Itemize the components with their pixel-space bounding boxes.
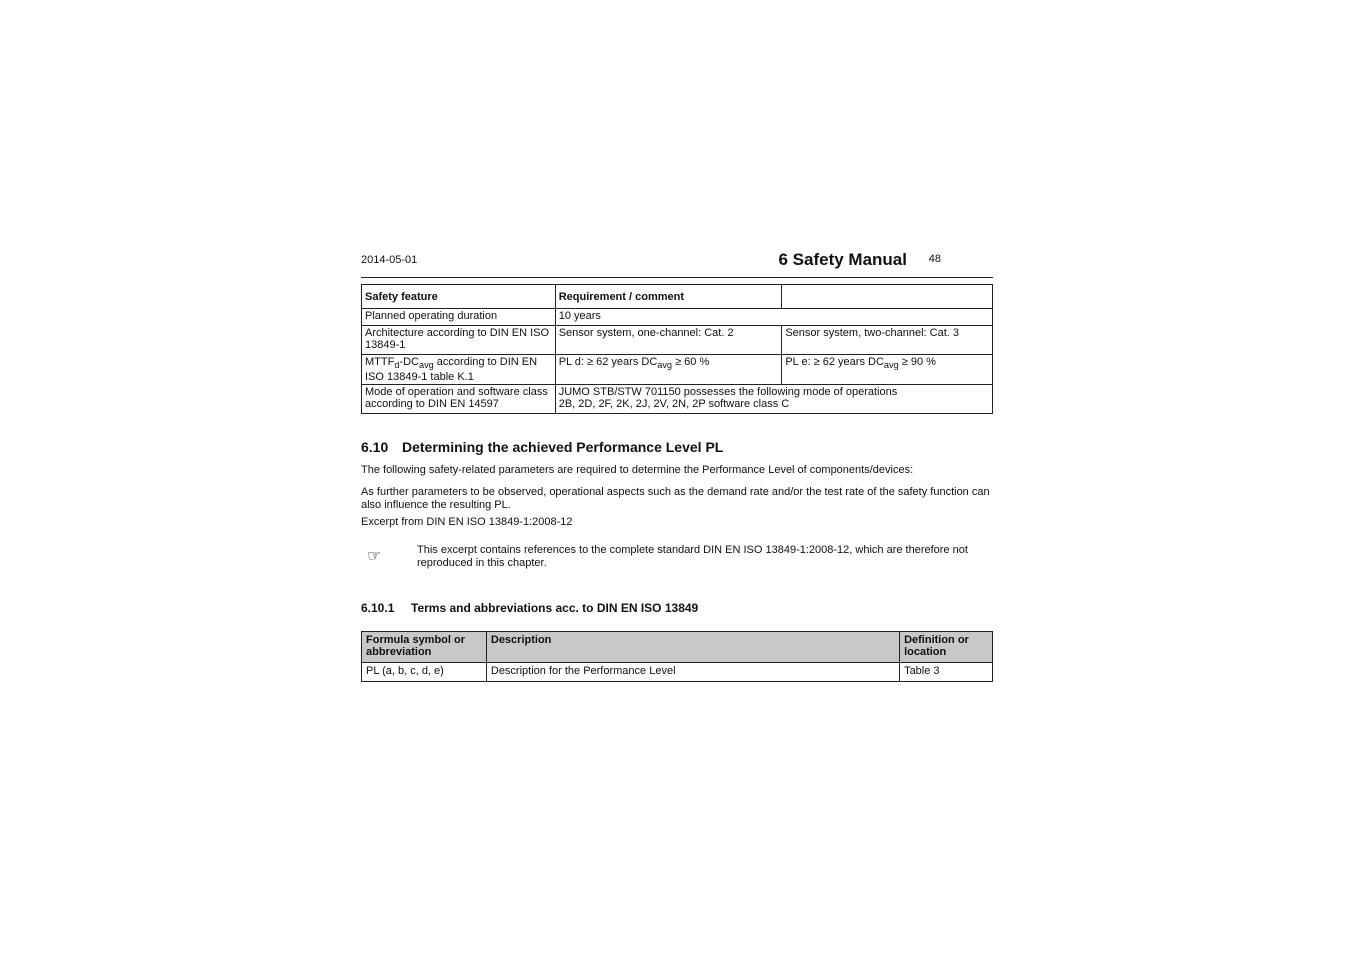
- table-cell: Planned operating duration: [362, 309, 556, 326]
- subsection-title: Terms and abbreviations acc. to DIN EN ISO 13849: [411, 601, 699, 615]
- column-header: Requirement / comment: [555, 285, 782, 309]
- table-cell: PL (a, b, c, d, e): [362, 663, 487, 682]
- table-cell: [782, 355, 993, 385]
- page-header: [361, 250, 993, 278]
- page-number: 48: [928, 253, 941, 265]
- paragraph: The following safety-related parameters are required to determine the Performance Level of components/devices:: [361, 464, 914, 476]
- table-header-row: [362, 285, 993, 309]
- subscript: avg: [418, 360, 434, 371]
- table-row: [362, 663, 993, 682]
- column-header: Definition or location: [900, 632, 993, 663]
- table-cell: [362, 355, 556, 385]
- table-row: [362, 309, 993, 326]
- table-cell: 10 years: [555, 309, 992, 326]
- table-cell: Sensor system, two-channel: Cat. 3: [782, 326, 993, 355]
- column-header: Description: [486, 632, 899, 663]
- table-cell: Table 3: [900, 663, 993, 682]
- cell-text: PL e: ≥ 62 years DC: [785, 356, 884, 368]
- paragraph: Excerpt from DIN EN ISO 13849-1:2008-12: [361, 516, 573, 528]
- pointing-hand-icon: ☞: [367, 548, 382, 565]
- section-title: Determining the achieved Performance Level PL: [402, 439, 724, 455]
- subsection-number: 6.10.1: [361, 601, 395, 615]
- table-cell: [555, 385, 992, 414]
- terms-table: [361, 631, 993, 682]
- table-cell: Sensor system, one-channel: Cat. 2: [555, 326, 782, 355]
- column-header: Safety feature: [362, 285, 556, 309]
- table-cell: Mode of operation and software class according to DIN EN 14597: [362, 385, 556, 414]
- safety-feature-table: [361, 284, 993, 414]
- section-number: 6.10: [361, 439, 389, 455]
- document-page: [361, 250, 993, 677]
- cell-line: 2B, 2D, 2F, 2K, 2J, 2V, 2N, 2P software class C: [558, 398, 790, 411]
- cell-text: -DC: [399, 356, 419, 368]
- note-text: This excerpt contains references to the complete standard DIN EN ISO 13849-1:2008-12, which are therefore not reproduced in this chapter.: [417, 544, 968, 569]
- cell-line: JUMO STB/STW 701150 possesses the following mode of operations: [558, 386, 898, 399]
- table-cell: Architecture according to DIN EN ISO 13849-1: [362, 326, 556, 355]
- table-row: [362, 385, 993, 414]
- subscript: avg: [883, 360, 899, 371]
- table-cell: Description for the Performance Level: [486, 663, 899, 682]
- header-date: 2014-05-01: [361, 254, 418, 266]
- table-row: [362, 326, 993, 355]
- table-header-row: [362, 632, 993, 663]
- cell-text: according to DIN EN ISO 13849-1 table K.1: [365, 356, 538, 384]
- section-heading: [361, 439, 723, 455]
- subsection-heading: [361, 601, 698, 615]
- subscript: avg: [657, 360, 673, 371]
- table-row: [362, 355, 993, 385]
- paragraph: As further parameters to be observed, operational aspects such as the demand rate and/or the test rate of the safety function can also influence the resulting PL.: [361, 486, 990, 511]
- cell-text: ≥ 90 %: [898, 356, 936, 368]
- header-title: 6 Safety Manual: [778, 250, 907, 269]
- cell-text: PL d: ≥ 62 years DC: [558, 356, 658, 368]
- cell-text: MTTF: [365, 356, 395, 368]
- column-header: [782, 285, 993, 309]
- table-cell: [555, 355, 782, 385]
- column-header: Formula symbol or abbreviation: [362, 632, 487, 663]
- cell-text: ≥ 60 %: [672, 356, 710, 368]
- subscript: d: [394, 360, 400, 371]
